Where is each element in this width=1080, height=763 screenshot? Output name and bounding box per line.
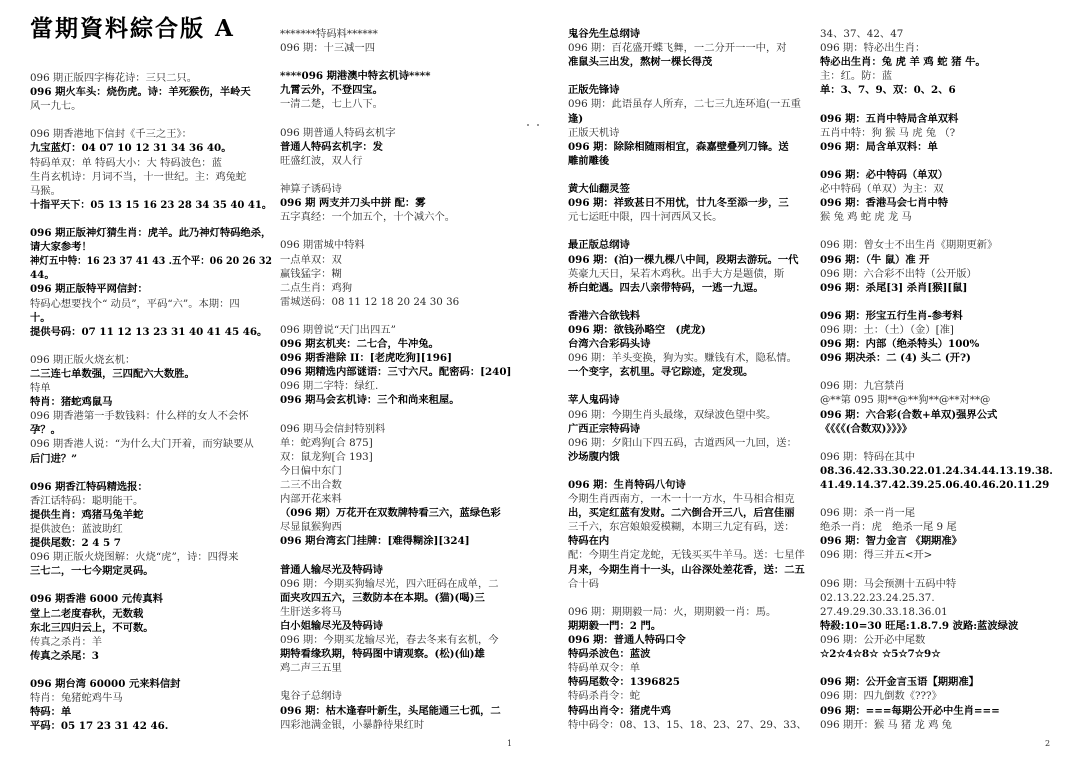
text-block xyxy=(568,238,810,294)
text-line: 提供波色：蓝波助红 xyxy=(30,523,123,535)
text-block xyxy=(820,309,1060,365)
page-2-right-column xyxy=(820,27,1060,747)
text-line: 096 期正版四字梅花诗：三只二只。 xyxy=(30,72,198,84)
text-line: 正版天机诗 xyxy=(568,126,620,139)
text-line: 096 期：公开必中尾数 xyxy=(820,634,926,647)
text-line: 特肖：兔猪蛇鸡牛马 xyxy=(30,692,123,705)
text-line: 五字真经：一个加五个，十个减六个。 xyxy=(280,211,456,224)
text-line: 主：红。防：蓝 xyxy=(820,70,893,83)
page-number: 2 xyxy=(1045,739,1051,748)
text-line: 096 期：形宝五行生肖-参考料 xyxy=(820,309,963,322)
text-line: 特码在内 xyxy=(568,535,610,548)
text-block xyxy=(820,27,1060,97)
text-line: 096 期：局含单双料：单 xyxy=(820,140,938,153)
text-line: 096 期曾说“天门出四五” xyxy=(280,323,396,336)
text-block xyxy=(280,238,520,308)
text-line: 桥白蛇遇。四去八亲带特码，一逃一九逗。 xyxy=(568,281,764,294)
text-line: 096 期：智力金言 《期期准》 xyxy=(820,535,962,548)
text-line: 096 期香港第一手数钱料：什么样的女人不会怀 xyxy=(30,410,249,423)
text-line: 096 期：特码在其中 xyxy=(820,450,916,463)
text-line: 内部开花来料 xyxy=(280,493,342,506)
text-line: 后门进？” xyxy=(30,452,78,465)
text-line: 苹人鬼码诗 xyxy=(568,394,620,407)
text-line: 提供生肖：鸡猪马兔羊蛇 xyxy=(30,508,144,521)
text-line: 传真之杀肖：羊 xyxy=(30,635,103,648)
text-line: 096 期：今期买狗输尽光，四六旺码在成单，二 xyxy=(280,577,499,590)
text-line: 096 期：六合彩不出特（公开版） xyxy=(820,267,977,280)
text-line: 096 期香港人说：“为什么大门开着，而穷缺要从 xyxy=(30,438,254,451)
text-line: 096 期：此语虽存人所弃，二七三九连环追(一五重 xyxy=(568,98,801,111)
text-line: 必中特码（单双）为主：双 xyxy=(820,183,944,196)
text-line: 特单 xyxy=(30,382,51,395)
text-line: 096 期：内部（绝杀特头）100% xyxy=(820,338,980,351)
text-line: 096 期：除除相随雨相宜，森嘉壁叠列刀锋。送 xyxy=(568,140,789,153)
text-line: 41.49.14.37.42.39.25.06.40.46.20.11.29 xyxy=(820,479,1050,491)
text-line: 特码出肖令：猪虎牛鸡 xyxy=(568,704,671,717)
text-block xyxy=(30,71,272,113)
text-line: 《《《《(合数双)》》》》 xyxy=(820,422,913,435)
text-line: 期特看缘玖期，特码图中请观察。(松)(仙)雄 xyxy=(280,648,485,661)
text-block xyxy=(820,238,1060,294)
text-line: 五肖中特：狗 猴 马 虎 兔 （? xyxy=(820,126,956,139)
text-block xyxy=(280,563,520,676)
text-line: 合十码 xyxy=(568,577,599,590)
text-line: 配：今期生肖定龙蛇，无钱买买牛羊马。送：七星伴 xyxy=(568,549,805,562)
text-line: 096 期：杀一肖一尾 xyxy=(820,507,916,520)
text-line: 096 期：枯木逢春叶新生，头尾能通三七孤，二 xyxy=(280,704,501,717)
text-line: 096 期精选内部谜语：三寸六尺。配密码：[240] xyxy=(280,366,512,379)
text-line: 02.13.22.23.24.25.37. xyxy=(820,591,935,604)
text-line: 准鼠头三出发，熬树一棵长得茂 xyxy=(568,56,713,69)
text-line: 096 期台湾玄门挂牌：[难得糊涂][324] xyxy=(280,535,470,548)
text-line: 08.36.42.33.30.22.01.24.34.44.13.19.38. xyxy=(820,464,1053,477)
text-block xyxy=(280,69,520,111)
text-line: 096 期：香港马会七肖中特 xyxy=(820,197,949,210)
text-line: ☆2☆4☆8☆ ☆5☆7☆9☆ xyxy=(820,648,941,661)
text-line: 096 期火车头：烧伤虎。诗：羊死猴伤，半岭天 xyxy=(30,86,251,99)
text-line: 096 期：普通人特码口令 xyxy=(568,634,686,647)
text-block xyxy=(820,379,1060,435)
text-line: 特码单双令：单 xyxy=(568,662,641,675)
text-line: 096 期：欲钱孙略空 (虎龙) xyxy=(568,323,706,336)
text-line: 逢) xyxy=(568,112,584,125)
text-line: 英豪九天日，呆若木鸡秋。出手大方是题债，斯 xyxy=(568,267,785,280)
text-line: 096 期正版火烧图解：火烧“虎”，诗：四得来 xyxy=(30,551,239,564)
text-line: 一清二楚，七上八下。 xyxy=(280,98,383,111)
text-line: 神灯五中特：16 23 37 41 43 .五个平：06 20 26 32 xyxy=(30,255,272,268)
text-block xyxy=(820,506,1060,562)
text-line: *******特码料****** xyxy=(280,28,378,40)
text-line: 生肝送多将马 xyxy=(280,605,342,618)
text-line: 096 期：（牛 鼠）准 开 xyxy=(820,253,930,266)
text-line: 生肖玄机诗：月词不当，十一世纪。主：鸡兔蛇 xyxy=(30,170,247,183)
text-line: 096 期 两支并刀头中拼 配：雾 xyxy=(280,197,426,210)
text-line: 鬼谷先生总纲诗 xyxy=(568,28,641,40)
text-line: 旺盛红波，双人行 xyxy=(280,154,363,167)
text-line: 096 期：十三减一四 xyxy=(280,42,376,55)
text-line: 白小姐输尽光及特码诗 xyxy=(280,619,383,632)
text-block xyxy=(568,27,810,69)
text-line: 096 期：曾女士不出生肖《期期更新》 xyxy=(820,239,998,252)
text-line: 孕？。 xyxy=(30,424,61,437)
text-line: 096 期雷城中特料 xyxy=(280,239,365,252)
text-line: 二三不出合数 xyxy=(280,479,342,491)
text-line: 猴 兔 鸡 蛇 虎 龙 马 xyxy=(820,211,912,224)
text-line: 096 期：五肖中特局含单双料 xyxy=(820,112,959,125)
text-line: 特码单双：单 特码大小：大 特码波色：蓝 xyxy=(30,156,222,169)
text-line: 096 期正版特平网信封： xyxy=(30,283,148,296)
text-block xyxy=(280,126,520,168)
text-line: 096 期：特必出生肖： xyxy=(820,42,926,55)
text-line: 096 期：公开金言玉语【期期准】 xyxy=(820,676,979,689)
text-line: 月来，今期生肖十一头，山谷深处差花香，送：二五 xyxy=(568,563,805,576)
page-2-left-column xyxy=(568,27,810,747)
text-line: 096 期：九宫禁肖 xyxy=(820,380,905,393)
text-line: 雷城送码：08 11 12 18 20 24 30 36 xyxy=(280,295,460,308)
text-line: 096 期：生肖特码八句诗 xyxy=(568,479,686,491)
text-line: 096 期：期期毅一局：火，期期毅一肖：馬。 xyxy=(568,605,777,618)
text-block xyxy=(820,168,1060,224)
text-block xyxy=(30,480,272,579)
text-line: 096 期正版神灯猜生肖：虎羊。此乃神灯特码绝杀， xyxy=(30,227,272,240)
document-title: 當期資料綜合版 A xyxy=(30,15,235,42)
text-line: 特码杀波色：蓝波 xyxy=(568,648,651,661)
text-line: 096 期：夕阳山下四五码，古道西风一九回，送： xyxy=(568,436,797,449)
text-line: 096 期：六合彩(合数+单双)强界公式 xyxy=(820,408,998,421)
text-block xyxy=(820,577,1060,662)
text-line: 香港六合欲钱料 xyxy=(568,309,641,322)
text-line: 096 期：===每期公开必中生肖=== xyxy=(820,704,1000,717)
text-line: 特中码令：08、13、15、18、23、27、29、33、 xyxy=(568,718,807,731)
text-block xyxy=(280,27,520,55)
text-block xyxy=(280,422,520,549)
text-line: 特码心想要找个“ 动员”，平码“六”。本期：四 xyxy=(30,297,240,310)
text-block xyxy=(568,182,810,224)
text-line: 香江话特码：聪明能干。 xyxy=(30,494,144,507)
text-line: 096 期马会玄机诗：三个和尚来租屋。 xyxy=(280,394,460,407)
text-line: 东北三四归云上，不可数。 xyxy=(30,621,154,634)
text-line: 元七运旺中限，四十河西风又长。 xyxy=(568,211,723,224)
text-block xyxy=(30,677,272,733)
text-line: 十指平天下：05 13 15 16 23 28 34 35 40 41。 xyxy=(30,198,272,211)
text-line: 黄大仙翻灵签 xyxy=(568,183,630,196)
text-line: 十。 xyxy=(30,311,51,324)
text-line: 096 期玄机夹：二七合，牛冲兔。 xyxy=(280,338,439,351)
text-line: 096 期：得三并五<开> xyxy=(820,549,933,562)
text-line: 最正版总纲诗 xyxy=(568,239,630,252)
text-line: 三千六，东宫娘娘爱模糊，本期三九定有码，送： xyxy=(568,521,795,534)
page-2 xyxy=(540,0,1080,763)
text-line: 三七二，一七今期定灵码。 xyxy=(30,565,154,578)
text-line: 096 期：百花盛开蝶飞舞，一二分开一一中，对 xyxy=(568,42,787,55)
text-block xyxy=(568,478,810,591)
text-line: 台湾六合彩码头诗 xyxy=(568,338,651,351)
text-line: 普通人输尽光及特码诗 xyxy=(280,563,383,576)
text-line: 赢钱猛字：糊 xyxy=(280,267,342,280)
text-line: 096 期台湾 60000 元来料信封 xyxy=(30,678,181,691)
text-line: 096 期正版火烧玄机： xyxy=(30,353,136,366)
text-line: 27.49.29.30.33.18.36.01 xyxy=(820,605,948,618)
page-1-right-column xyxy=(280,27,520,747)
text-line: 096 期决杀：二 (4) 头二 (开?) xyxy=(820,352,971,365)
text-block xyxy=(280,323,520,408)
text-line: 鸡二声三五里 xyxy=(280,662,342,675)
text-line: 特码杀肖令：蛇 xyxy=(568,690,641,703)
text-block xyxy=(820,675,1060,731)
text-line: 沙场腹内饿 xyxy=(568,450,620,463)
text-line: 特肖：猪蛇鸡鼠马 xyxy=(30,396,113,409)
page-1-left-column xyxy=(30,71,272,751)
text-line: 特必出生肖：兔 虎 羊 鸡 蛇 猪 牛。 xyxy=(820,56,986,69)
text-line: @**第 095 期**@**狗**@**对**@ xyxy=(820,394,991,407)
text-line: 请大家参考！ xyxy=(30,241,92,254)
text-line: 单：蛇鸡狗[合 875] xyxy=(280,436,373,449)
text-line: 雕前雕後 xyxy=(568,154,610,167)
text-line: 广西正宗特码诗 xyxy=(568,422,641,435)
text-line: ****096 期港澳中特玄机诗**** xyxy=(280,70,431,83)
text-line: 096 期：马会预测十五码中特 xyxy=(820,577,957,590)
text-line: 096 期：今期生肖头最缘，双绿波色望中奖。 xyxy=(568,408,777,421)
text-line: 096 期普通人特码玄机字 xyxy=(280,126,396,139)
text-line: 096 期香江特码精选报： xyxy=(30,480,148,493)
text-line: 096 期：祥致甚日不用忧，廿九冬至添一步，三 xyxy=(568,197,789,210)
text-line: 096 期香港 6000 元传真料 xyxy=(30,593,163,606)
text-line: 特码：单 xyxy=(30,706,72,719)
text-line: 风一九七。 xyxy=(30,100,82,113)
text-line: 四彩池满金银，小暴静待果红时 xyxy=(280,718,425,731)
text-line: 一点单双：双 xyxy=(280,253,342,266)
text-line: 今期生肖西南方，一木一十一方水，牛马相合相克 xyxy=(568,493,795,506)
text-line: 096 期香港地下信封《千三之王》： xyxy=(30,128,192,141)
text-line: 提供尾数：2 4 5 7 xyxy=(30,537,121,550)
text-block xyxy=(568,393,810,463)
text-line: 提供号码：07 11 12 13 23 31 40 41 45 46。 xyxy=(30,325,268,338)
text-line: 096 期：杀尾[3] 杀肖[猴][鼠] xyxy=(820,281,968,294)
text-block xyxy=(568,83,810,168)
text-line: 今日偏中东门 xyxy=(280,464,342,477)
text-line: 096 期香港除 II：[老虎吃狗][196] xyxy=(280,352,452,365)
text-line: 特码尾数令：1396825 xyxy=(568,676,680,689)
text-line: 尽显鼠猴狗西 xyxy=(280,521,342,534)
text-line: 出，买定红蓝有发财。二六倒合开三八，后宫佳丽 xyxy=(568,507,795,520)
text-line: （096 期）万花开在双数牌特看三六，蓝绿色彩 xyxy=(280,507,501,520)
text-block xyxy=(568,605,810,732)
text-line: 九宝蓝灯：04 07 10 12 31 34 36 40。 xyxy=(30,142,232,155)
text-line: 九霄云外，不登四宝。 xyxy=(280,84,383,97)
text-line: 096 期马会信封特别料 xyxy=(280,422,386,435)
text-line: 单：3、7、9、双：0、2、6 xyxy=(820,84,956,97)
text-line: 096 期：四九倒数《???》 xyxy=(820,690,942,703)
text-line: 096 期二字特：绿红. xyxy=(280,380,379,393)
text-line: 堂上二老度春秋，无数载 xyxy=(30,607,144,620)
text-line: 期期毅一門：2 門。 xyxy=(568,619,662,632)
page-number: 1 xyxy=(507,739,513,748)
text-line: 一个变字，玄机里。寻它踪迹，定发现。 xyxy=(568,366,754,379)
text-line: 平码：05 17 23 31 42 46. xyxy=(30,720,169,733)
text-line: 普通人特码玄机字：发 xyxy=(280,140,383,153)
text-block xyxy=(30,226,272,339)
text-line: 096 期：土：（土）（金）[准] xyxy=(820,323,954,336)
text-line: 神算子诱码诗 xyxy=(280,183,342,196)
text-line: 特殺:10=30 旺尾:1.8.7.9 波路:蓝波绿波 xyxy=(820,619,1019,632)
text-block xyxy=(30,353,272,466)
text-line: 096 期：羊头变换，狗为实。赚钱有术，隐私情。 xyxy=(568,352,797,365)
text-line: 096 期：(泊)一棵九棵八中间，段期去游玩。一代 xyxy=(568,253,799,266)
text-line: 正版先锋诗 xyxy=(568,84,620,97)
text-block xyxy=(820,450,1060,492)
text-line: 双：鼠龙狗[合 193] xyxy=(280,450,373,463)
text-line: 传真之杀尾：3 xyxy=(30,649,99,662)
text-line: 面夹攻四五六，三数防本在本期。(猫)(喝)三 xyxy=(280,591,485,604)
text-line: 096 期：必中特码（单双） xyxy=(820,168,949,181)
text-block xyxy=(280,689,520,731)
text-block xyxy=(30,592,272,662)
text-block xyxy=(820,112,1060,154)
text-line: 44。 xyxy=(30,269,55,282)
text-line: 34、37、42、47 xyxy=(820,28,904,40)
text-line: 绝杀一肖：虎 绝杀一尾 9 尾 xyxy=(820,521,957,534)
text-block xyxy=(30,127,272,212)
text-line: 马猴。 xyxy=(30,184,61,197)
text-line: 二点生肖：鸡狗 xyxy=(280,281,353,294)
text-line: 二三连七单数强，三四配六大数胜。 xyxy=(30,367,195,380)
text-block xyxy=(280,182,520,224)
text-line: 鬼谷子总纲诗 xyxy=(280,690,342,703)
text-line: 096 期：今期买龙输尽光，春去冬来有玄机，今 xyxy=(280,634,499,647)
text-line: 096 期开：猴 马 猪 龙 鸡 兔 xyxy=(820,718,952,731)
text-block xyxy=(568,309,810,379)
scan-speck xyxy=(527,123,541,127)
